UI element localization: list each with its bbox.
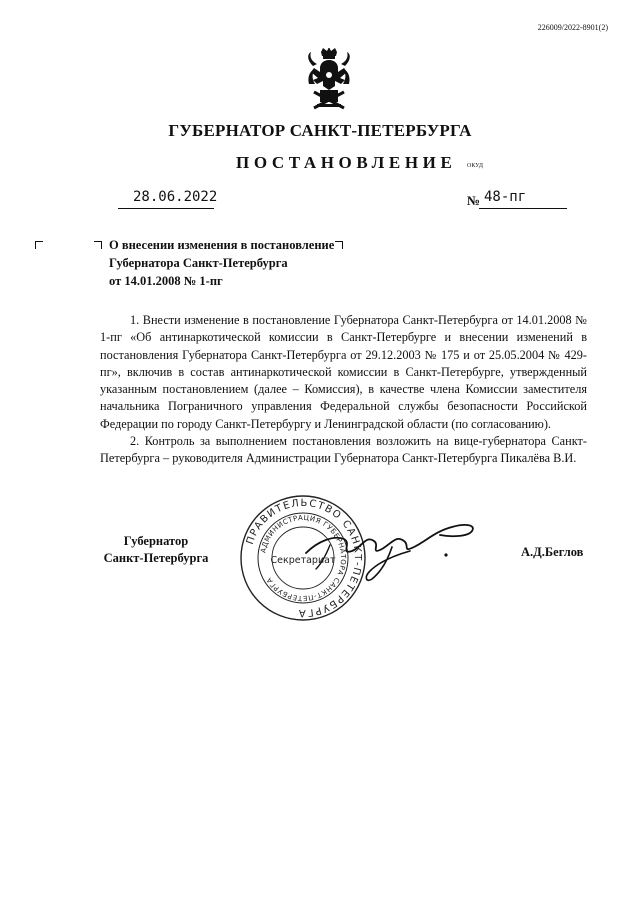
handwritten-signature-icon (300, 505, 480, 585)
number-underline (479, 208, 567, 209)
subject-line-1: О внесении изменения в постановление (109, 238, 335, 252)
paragraph-1: 1. Внести изменение в постановление Губернатора Санкт-Петербурга от 14.01.2008 № 1-пг «Об антинаркотической комиссии в Санкт-Петербурге и внесении изменений в постановления Губернатора Санкт-Петербурга от 29.12.2003 № 175 и от 25.05.2004 № 429-пг», включив в состав антинаркотической комиссии в Санкт-Петербурге, утвержденный указанным постановлением (далее – Комиссия), в качестве члена Комиссии заместителя начальника Пограничного управления Федеральной службы безопасности Российской Федерации по городу Санкт-Петербургу и Ленинградской области (по согласованию). (100, 313, 587, 431)
document-date: 28.06.2022 (133, 189, 218, 205)
registration-number: 226009/2022-8901(2) (537, 23, 608, 32)
okud-label: ОКУД (467, 163, 483, 169)
st-petersburg-coat-of-arms-icon (305, 48, 353, 112)
corner-mark-subject-start (94, 241, 102, 249)
signatory-name: А.Д.Беглов (521, 545, 584, 559)
document-number: 48-пг (484, 189, 527, 205)
issuer-title: ГУБЕРНАТОР САНКТ-ПЕТЕРБУРГА (168, 121, 472, 140)
paragraph-2: 2. Контроль за выполнением постановления возложить на вице-губернатора Санкт-Петербурга – руководителя Администрации Губернатора Санкт-Петербурга Пикалёва В.И. (100, 434, 587, 466)
document-type: ПОСТАНОВЛЕНИЕ (236, 153, 457, 172)
subject-block (109, 236, 369, 290)
seal-center-text: Секретариат (270, 555, 336, 566)
seal-inner-ring-text: АДМИНИСТРАЦИЯ ГУБЕРНАТОРА САНКТ-ПЕТЕРБУРГА (259, 513, 348, 603)
subject-line-3: от 14.01.2008 № 1-пг (109, 274, 223, 288)
document-body (100, 312, 587, 468)
date-underline (118, 208, 214, 209)
number-sign: № (467, 193, 481, 208)
signatory-position (100, 533, 212, 567)
seal-ring-text: ПРАВИТЕЛЬСТВО САНКТ-ПЕТЕРБУРГА (244, 497, 364, 619)
subject-line-2: Губернатора Санкт-Петербурга (109, 256, 288, 270)
signatory-position-line-1: Губернатор (123, 534, 189, 548)
corner-mark-left (35, 241, 43, 249)
signatory-position-line-2: Санкт-Петербурга (103, 551, 209, 565)
